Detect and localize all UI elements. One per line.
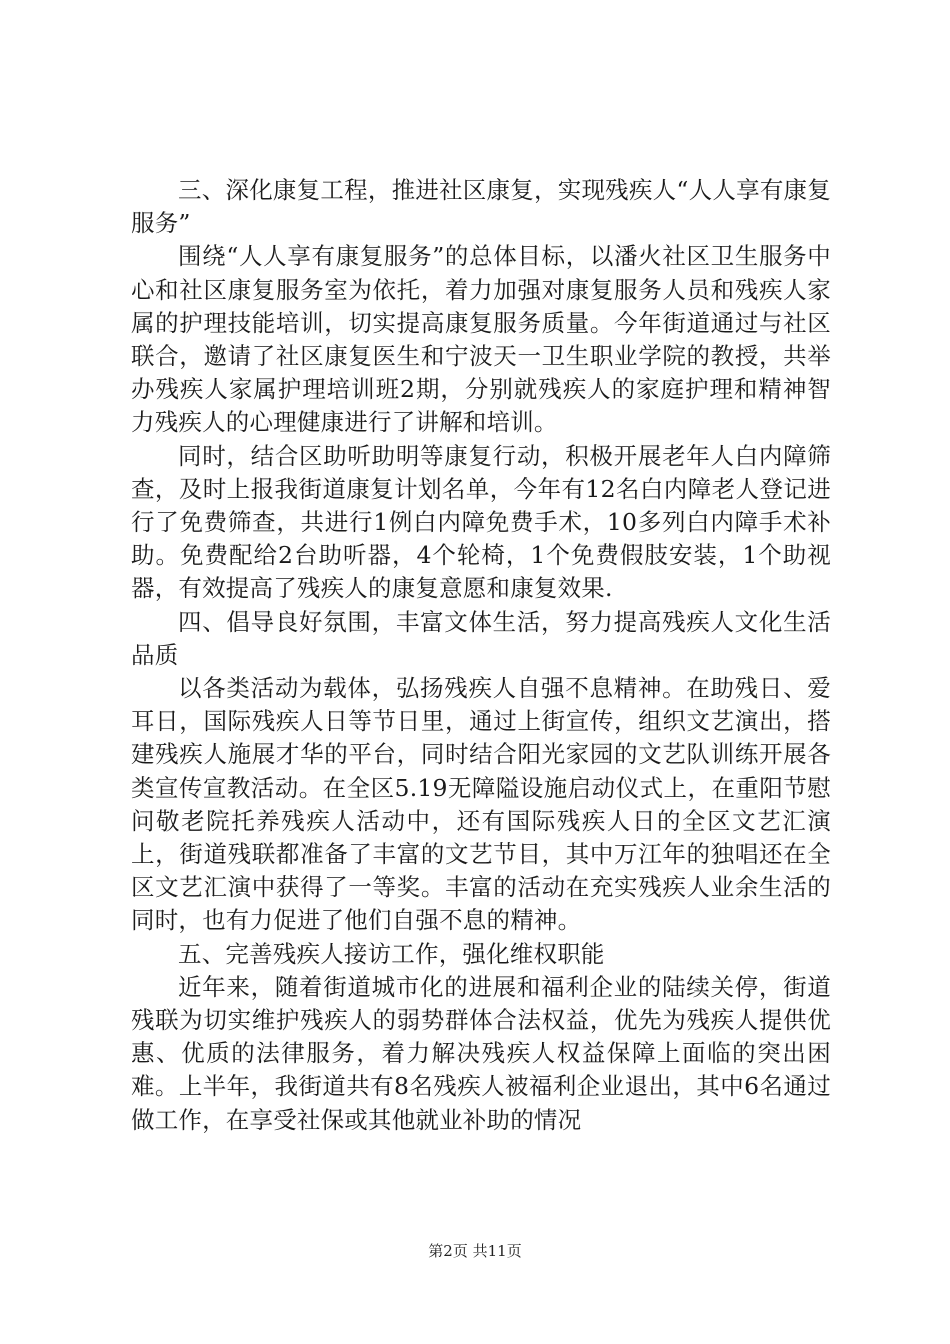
section-heading-rights: 五、完善残疾人接访工作，强化维权职能 [178,939,605,968]
body-paragraph: 围绕“人人享有康复服务”的总体目标，以潘火社区卫生服务中心和社区康复服务室为依托，着力加强对康复服务人员和残疾人家属的护理技能培训，切实提高康复服务质量。今年街道通过与社区联合，邀请了社区康复医生和宁波天一卫生职业学院的教授，共举办残疾人家属护理培训班2期，分别就残疾人的家庭护理和精神智力残疾人的心理健康进行了讲解和培训。 [131,242,831,437]
page-number-footer: 第2页 共11页 [428,1242,522,1260]
section-heading-rehabilitation: 三、深化康复工程，推进社区康复，实现残疾人“人人享有康复服务” [131,176,831,238]
body-paragraph: 以各类活动为载体，弘扬残疾人自强不息精神。在助残日、爱耳日，国际残疾人日等节日里，通过上街宣传，组织文艺演出，搭建残疾人施展才华的平台，同时结合阳光家园的文艺队训练开展各类宣传宣教活动。在全区5.19无障隘设施启动仪式上，在重阳节慰问敬老院托养残疾人活动中，还有国际残疾人日的全区文艺汇演上，街道残联都准备了丰富的文艺节目，其中万江年的独唱还在全区文艺汇演中获得了一等奖。丰富的活动在充实残疾人业余生活的同时，也有力促进了他们自强不息的精神。 [131,674,831,935]
body-paragraph: 同时，结合区助听助明等康复行动，积极开展老年人白内障筛查，及时上报我街道康复计划名单，今年有12名白内障老人登记进行了免费筛查，共进行1例白内障免费手术，10多列白内障手术补助。免费配给2台助听器，4个轮椅，1个免费假肢安装，1个助视器，有效提高了残疾人的康复意愿和康复效果. [131,441,831,603]
section-heading-culture: 四、倡导良好氛围，丰富文体生活，努力提高残疾人文化生活品质 [131,607,831,669]
body-paragraph: 近年来，随着街道城市化的进展和福利企业的陆续关停，街道残联为切实维护残疾人的弱势群体合法权益，优先为残疾人提供优惠、优质的法律服务，着力解决残疾人权益保障上面临的突出困难。上半年，我街道共有8名残疾人被福利企业退出，其中6名通过做工作，在享受社保或其他就业补助的情况 [131,972,831,1134]
document-body [131,174,831,1137]
